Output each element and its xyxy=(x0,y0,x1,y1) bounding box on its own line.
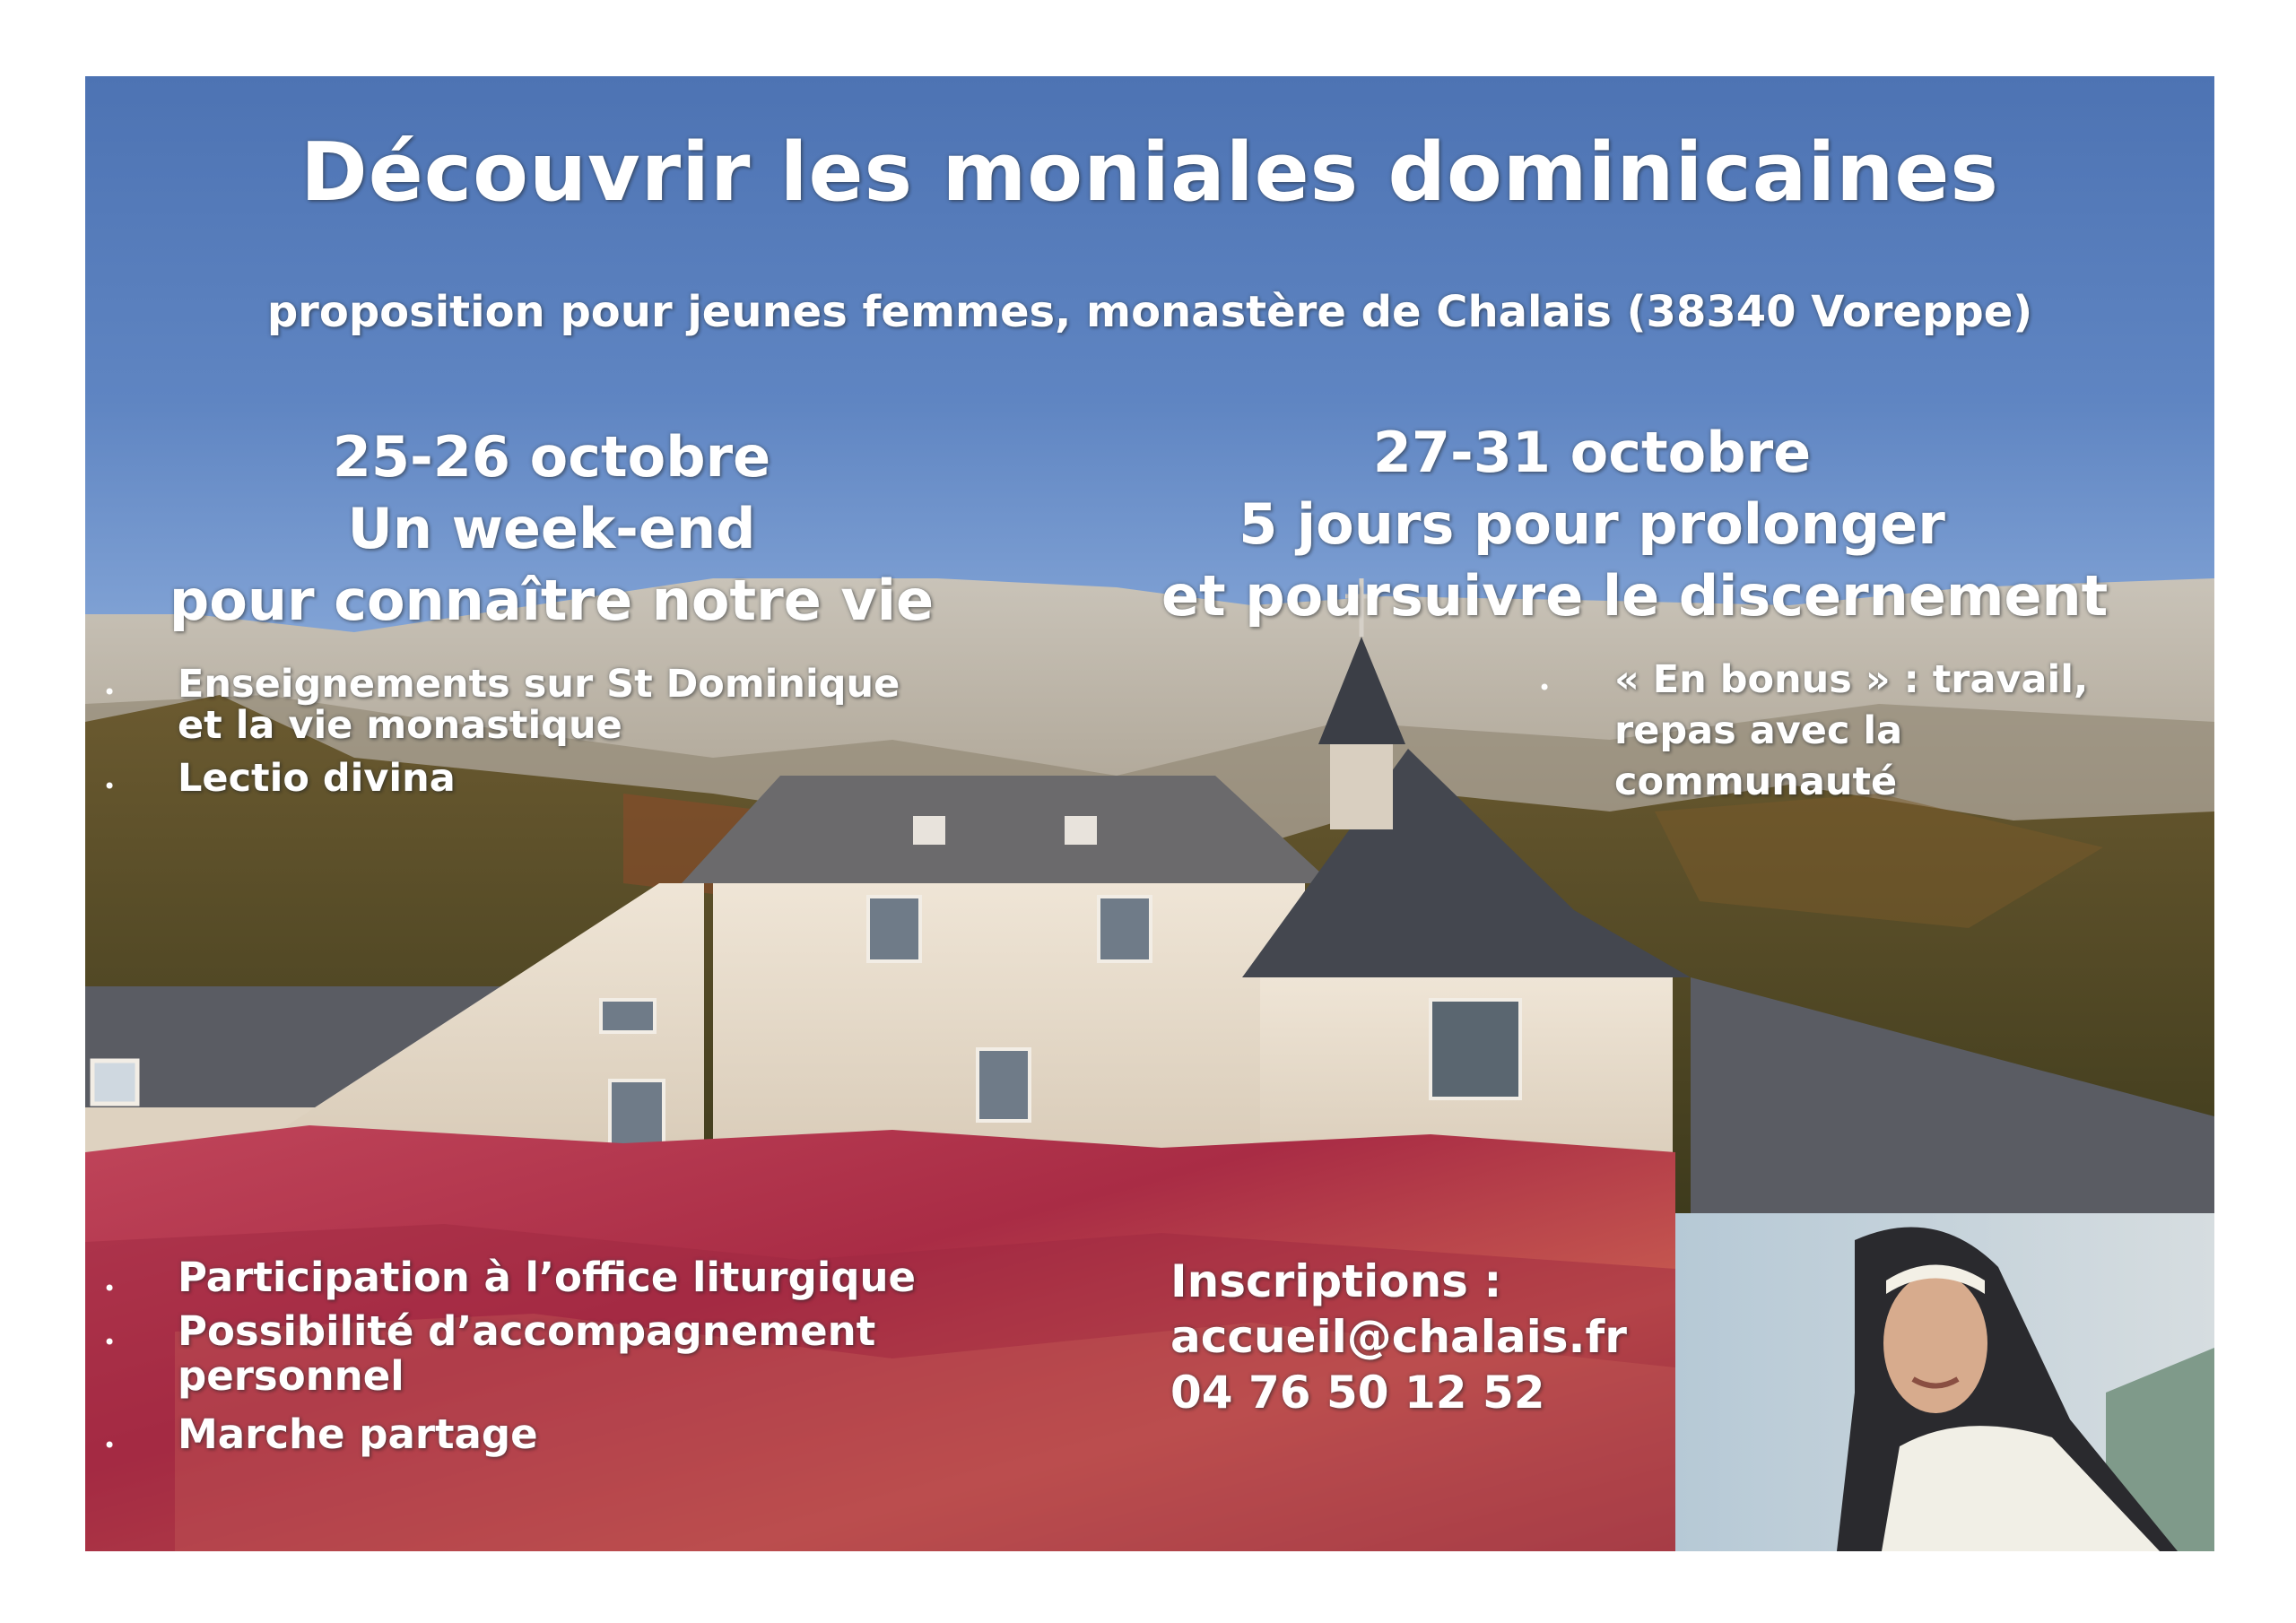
event-poster xyxy=(85,76,2214,1551)
contact-email-link[interactable]: accueil@chalais.fr xyxy=(1170,1311,1627,1363)
list-item-bonus: « En bonus » : travail, xyxy=(1614,657,2089,702)
registration-label: Inscriptions : xyxy=(1170,1255,1502,1307)
list-item-bonus-cont2: communauté xyxy=(1614,759,1898,804)
left-dates-heading: 25-26 octobre xyxy=(332,424,771,490)
list-item-teaching-cont: et la vie monastique xyxy=(178,703,622,748)
page-title: Découvrir les moniales dominicaines xyxy=(300,126,1999,220)
bullet-icon: • xyxy=(1538,675,1552,700)
bullet-icon: • xyxy=(103,680,117,705)
bullet-icon: • xyxy=(103,774,117,799)
list-item-lectio: Lectio divina xyxy=(178,756,456,801)
contact-phone: 04 76 50 12 52 xyxy=(1170,1367,1545,1419)
left-weekend-heading: Un week-end xyxy=(347,496,756,561)
list-item-walk: Marche partage xyxy=(178,1410,538,1458)
list-item-office: Participation à l’office liturgique xyxy=(178,1254,917,1301)
bullet-icon: • xyxy=(103,1276,117,1301)
subtitle: proposition pour jeunes femmes, monastère de Chalais (38340 Voreppe) xyxy=(266,287,2033,337)
left-purpose-heading: pour connaître notre vie xyxy=(169,568,935,633)
right-purpose-heading: et poursuivre le discernement xyxy=(1161,563,2109,629)
bullet-icon: • xyxy=(103,1433,117,1458)
right-dates-heading: 27-31 octobre xyxy=(1372,420,1812,485)
list-item-teaching: Enseignements sur St Dominique xyxy=(178,662,900,707)
list-item-accompaniment-cont: personnel xyxy=(178,1352,404,1400)
bullet-icon: • xyxy=(103,1330,117,1355)
nun-portrait-photo xyxy=(1675,1213,2214,1551)
right-days-heading: 5 jours pour prolonger xyxy=(1239,491,1945,557)
list-item-bonus-cont: repas avec la xyxy=(1614,708,1903,753)
list-item-accompaniment: Possibilité d’accompagnement xyxy=(178,1307,876,1355)
